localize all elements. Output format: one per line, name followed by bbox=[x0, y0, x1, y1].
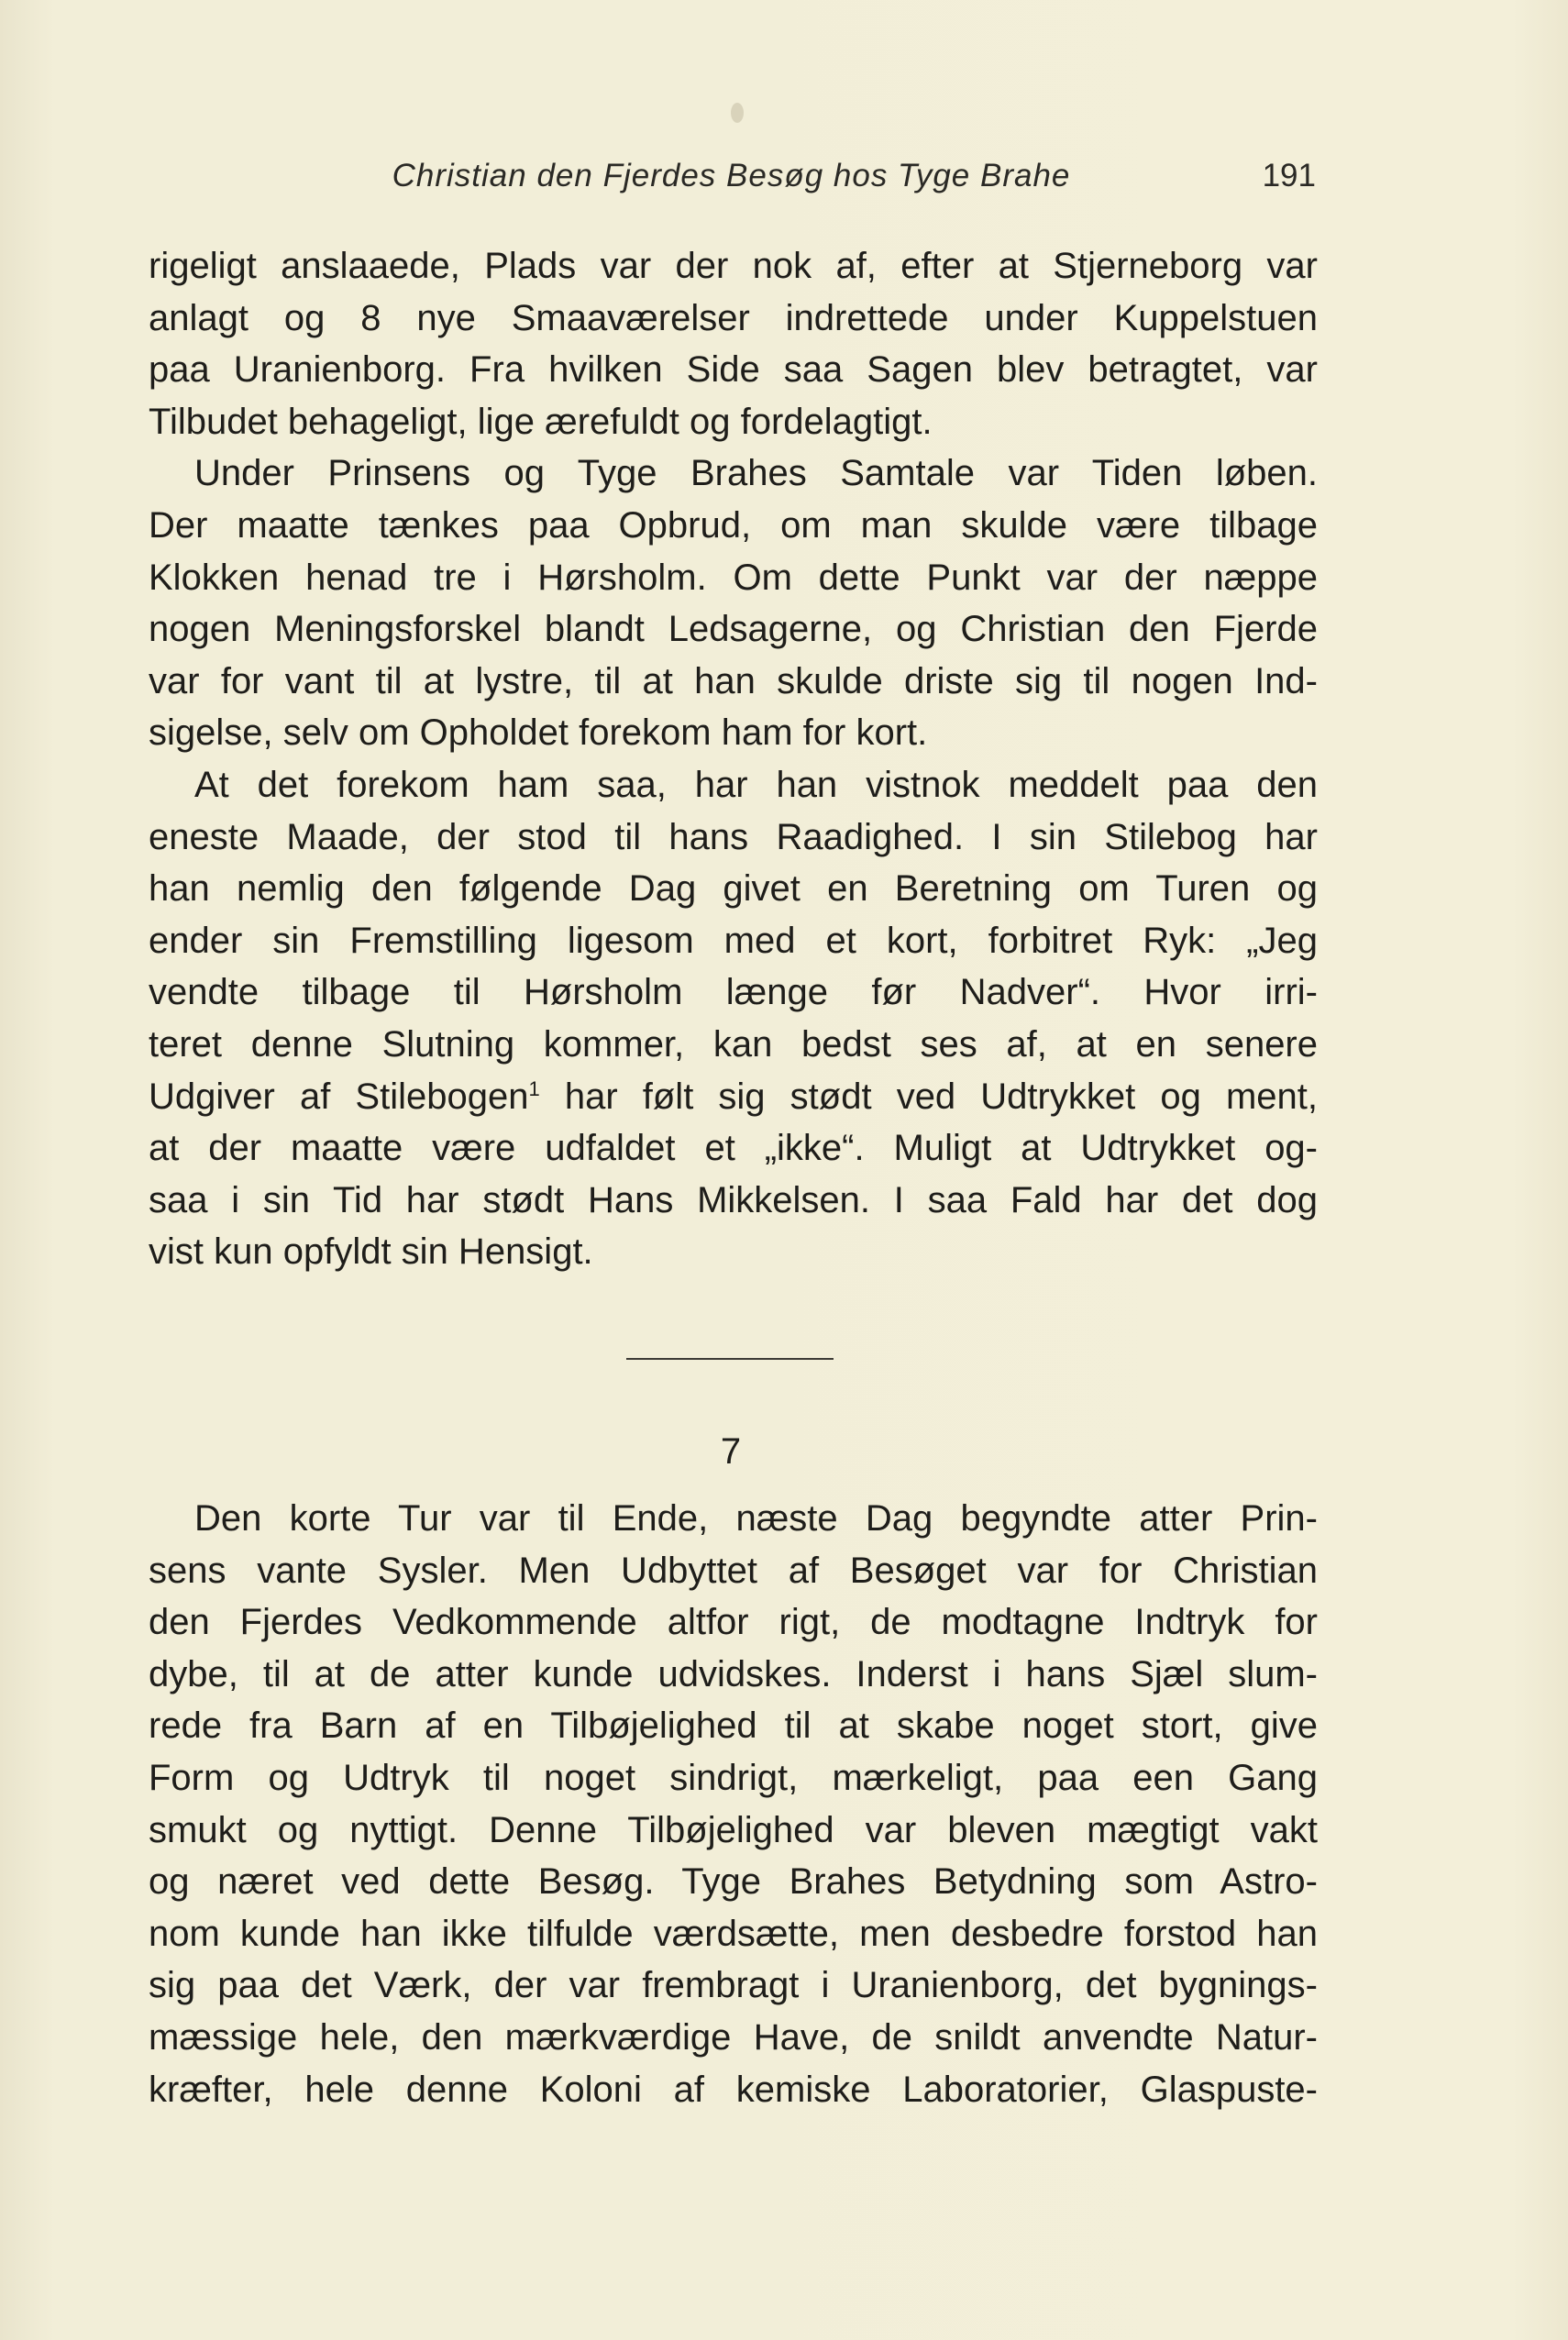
text-fragment: Udgiver af Stilebogen bbox=[149, 1076, 529, 1117]
text-line: dybe, til at de atter kunde udvidskes. Inderst i hans Sjæl slum- bbox=[149, 1653, 1318, 1694]
text-line: Den korte Tur var til Ende, næste Dag begyndte atter Prin- bbox=[194, 1498, 1318, 1539]
text-line: anlagt og 8 nye Smaaværelser indrettede under Kuppelstuen bbox=[149, 297, 1318, 338]
text-line: Under Prinsens og Tyge Brahes Samtale var Tiden løben. bbox=[194, 453, 1318, 494]
page-number: 191 bbox=[1262, 158, 1316, 193]
paper-blemish bbox=[731, 103, 744, 123]
text-line: vist kun opfyldt sin Hensigt. bbox=[149, 1231, 593, 1273]
text-line: eneste Maade, der stod til hans Raadighed. I sin Stilebog har bbox=[149, 816, 1318, 857]
text-line: Klokken henad tre i Hørsholm. Om dette Punkt var der næppe bbox=[149, 557, 1318, 598]
text-line: og næret ved dette Besøg. Tyge Brahes Betydning som Astro- bbox=[149, 1861, 1318, 1903]
text-line: saa i sin Tid har stødt Hans Mikkelsen. I saa Fald har det dog bbox=[149, 1179, 1318, 1220]
text-line: var for vant til at lystre, til at han skulde driste sig til nogen Ind- bbox=[149, 660, 1318, 701]
section-text-1 bbox=[149, 240, 1318, 1278]
page-header bbox=[147, 158, 1316, 204]
text-line: nom kunde han ikke tilfulde værdsætte, men desbedre forstod han bbox=[149, 1913, 1318, 1954]
text-line: den Fjerdes Vedkommende altfor rigt, de modtagne Indtryk for bbox=[149, 1602, 1318, 1643]
text-fragment: har følt sig stødt ved Udtrykket og ment, bbox=[539, 1076, 1318, 1117]
text-line-with-footnote bbox=[149, 1071, 1318, 1123]
section-text-2 bbox=[149, 1493, 1318, 2115]
text-line: At det forekom ham saa, har han vistnok meddelt paa den bbox=[194, 764, 1318, 805]
text-line: Tilbudet behageligt, lige ærefuldt og fordelagtigt. bbox=[149, 401, 933, 442]
text-line: sens vante Sysler. Men Udbyttet af Besøget var for Christian bbox=[149, 1550, 1318, 1591]
text-line: Der maatte tænkes paa Opbrud, om man skulde være tilbage bbox=[149, 504, 1318, 546]
text-line: mæssige hele, den mærkværdige Have, de snildt anvendte Natur- bbox=[149, 2016, 1318, 2058]
text-line: sigelse, selv om Opholdet forekom ham for kort. bbox=[149, 712, 928, 754]
text-line: rede fra Barn af en Tilbøjelighed til at skabe noget stort, give bbox=[149, 1705, 1318, 1747]
running-title: Christian den Fjerdes Besøg hos Tyge Brahe bbox=[392, 158, 1071, 193]
text-line: paa Uranienborg. Fra hvilken Side saa Sagen blev betragtet, var bbox=[149, 349, 1318, 391]
section-number: 7 bbox=[720, 1431, 742, 1472]
footnote-marker: 1 bbox=[528, 1076, 540, 1100]
text-line: smukt og nyttigt. Denne Tilbøjelighed var bleven mægtigt vakt bbox=[149, 1809, 1318, 1850]
section-divider bbox=[626, 1358, 834, 1360]
text-line: Form og Udtryk til noget sindrigt, mærkeligt, paa een Gang bbox=[149, 1757, 1318, 1798]
text-line: vendte tilbage til Hørsholm længe før Nadver“. Hvor irri- bbox=[149, 972, 1318, 1013]
text-line: nogen Meningsforskel blandt Ledsagerne, og Christian den Fjerde bbox=[149, 609, 1318, 650]
text-line: ender sin Fremstilling ligesom med et kort, forbitret Ryk: „Jeg bbox=[149, 920, 1318, 961]
text-line: at der maatte være udfaldet et „ikke“. Muligt at Udtrykket og- bbox=[149, 1128, 1318, 1169]
text-line: teret denne Slutning kommer, kan bedst ses af, at en senere bbox=[149, 1023, 1318, 1065]
text-line: sig paa det Værk, der var frembragt i Uranienborg, det bygnings- bbox=[149, 1965, 1318, 2006]
text-line: kræfter, hele denne Koloni af kemiske Laboratorier, Glaspuste- bbox=[149, 2069, 1318, 2110]
text-line: rigeligt anslaaede, Plads var der nok af, efter at Stjerneborg var bbox=[149, 246, 1318, 286]
text-line: han nemlig den følgende Dag givet en Beretning om Turen og bbox=[149, 868, 1318, 910]
